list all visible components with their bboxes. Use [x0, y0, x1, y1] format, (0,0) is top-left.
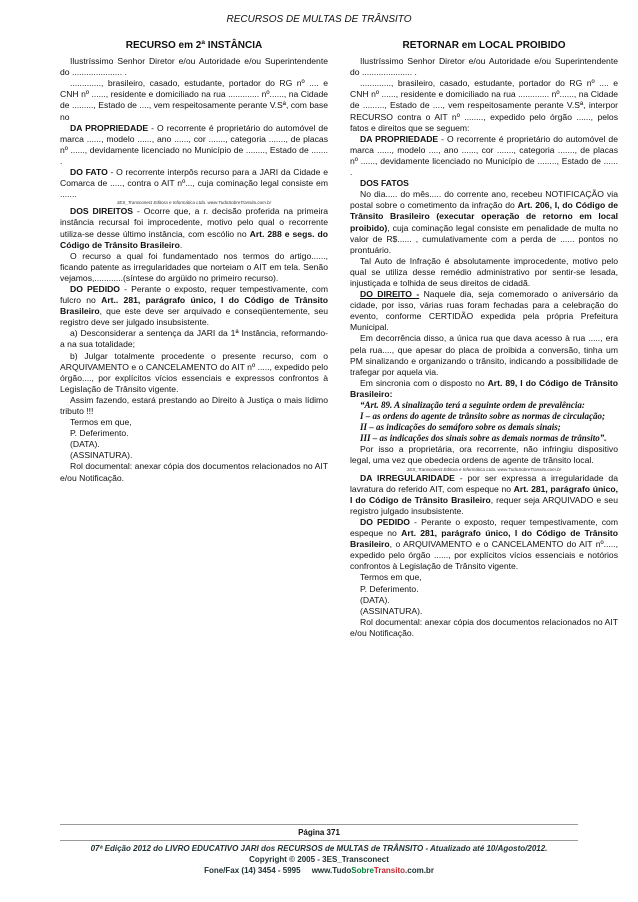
- closing-line: (DATA).: [360, 594, 390, 605]
- quote-line: I – as ordens do agente de trânsito sobre as normas de circulação;: [360, 411, 606, 422]
- left-title: RECURSO em 2ª INSTÂNCIA: [125, 40, 263, 51]
- page-header: RECURSOS DE MULTAS DE TRÂNSITO: [226, 14, 412, 25]
- right-title: RETORNAR em LOCAL PROIBIDO: [402, 40, 566, 51]
- paragraph: O recurso a qual foi fundamentado nos termos do artigo......, ficando patente as irregularidades que norteiam o AIT em tela. Senão vejamos,............(síntese do argüido no primeiro recurso).: [60, 250, 328, 283]
- footer-divider: [60, 824, 578, 825]
- paragraph: DO PEDIDO - Perante o exposto, requer tempestivamente, com espeque no Art. 281, parágrafo único, I do Código de Trânsito Brasileiro, o ARQUIVAMENTO e o CANCELAMENTO do AIT nº....., expedido pelo órgão ......, por explícitos vícios essenciais e notórios confrontos à Legislação de Trânsito vigente.: [350, 516, 619, 572]
- quote-line: II – as indicações do semáforo sobre os demais sinais;: [360, 422, 561, 433]
- edition-line: 07ª Edição 2012 do LIVRO EDUCATIVO JARI dos RECURSOS de MULTAS de TRÂNSITO - Atualizado até 10/Agosto/2012.: [90, 844, 548, 853]
- paragraph: ............., brasileiro, casado, estudante, portador do RG nº .... e CNH nº ......, residente e domiciliado na rua ............. nº......, na Cidade de ........., Estado de ...., vem respeitosamente perante V.Sª, com base no: [60, 78, 328, 122]
- paragraph: a) Desconsiderar a sentença da JARI da 1ª Instância, reformando-a na sua totalidade;: [60, 328, 328, 350]
- website-link[interactable]: www.TudoSobreTransito.com.br: [311, 866, 434, 875]
- paragraph: Ilustríssimo Senhor Diretor e/ou Autoridade e/ou Superintendente do ..................... .: [350, 56, 618, 78]
- closing-line: (DATA).: [70, 439, 100, 450]
- paragraph: DOS DIREITOS - Ocorre que, a r. decisão proferida na primeira instância recursal foi improcedente, motivo pelo qual o recorrente utiliza-se desse último instância, com escólio no Art. 288 e segs. do Código de Trânsito Brasileiro.: [60, 206, 328, 250]
- paragraph: DA PROPRIEDADE - O recorrente é proprietário do automóvel de marca ......, modelo ......, ano ......, cor ......., categoria ......., de placas nº ......, devidamente licenciado no Município de ........, Estado de ....... .: [60, 122, 328, 166]
- paragraph: No dia..... do mês..... do corrente ano, recebeu NOTIFICAÇÃO via postal sobre o cometimento da infração do Art. 206, I, do Código de Trânsito Brasileiro (executar operação de retorno em local proibido), cuja cominação legal consiste em penalidade de multa no valor de R$...... , cumulativamente com a perda de ...... pontos no prontuário.: [350, 189, 619, 255]
- closing-line: (ASSINATURA).: [360, 605, 423, 616]
- quote-line: III – as indicações dos sinais sobre as demais normas de trânsito”.: [360, 433, 607, 444]
- paragraph: Por isso a proprietária, ora recorrente, não infringiu dispositivo legal, uma vez que obedecia ordens de agente de trânsito local.: [350, 444, 618, 466]
- paragraph: ............., brasileiro, casado, estudante, portador do RG nº .... e CNH nº ......, residente e domiciliado na rua ............. nº......, na Cidade de ........., Estado de ...., vem respeitosamente perante V.Sª, interpor RECURSO contra o AIT nº ........, expedido pelo órgão ......, pelos fatos e direitos que se seguem:: [350, 78, 618, 133]
- paragraph: DA PROPRIEDADE - O recorrente é proprietário do automóvel de marca ......, modelo ...., ano ......, cor ......., categoria ......., de placas nº ......, devidamente licenciado no Município de ........, Estado de ...... .: [350, 133, 618, 178]
- paragraph: Assim fazendo, estará prestando ao Direito à Justiça o mais lídimo tributo !!!: [60, 394, 328, 416]
- paragraph: Tal Auto de Infração é absolutamente improcedente, motivo pelo qual se utiliza desse remédio administrativo por sentir-se lesada, injustiçada e tolhida de seus direitos de cidadã.: [350, 255, 618, 288]
- paragraph: DO DIREITO - Naquele dia, seja comemorado o aniversário da cidade, por isso, várias ruas foram fechadas para a celebração do evento, conforme CERTIDÃO expedida pela própria Prefeitura Municipal.: [350, 289, 618, 333]
- paragraph: Rol documental: anexar cópia dos documentos relacionados no AIT e/ou Notificação.: [350, 616, 618, 638]
- copyright-line: Copyright © 2005 - 3ES_Transconect: [249, 855, 389, 864]
- paragraph: DOS FATOS: [360, 178, 409, 189]
- paragraph: DA IRREGULARIDADE - por ser expressa a irregularidade da lavratura do referido AIT, com espeque no Art. 281, parágrafo único, I do Código de Trânsito Brasileiro, requer seja ARQUIVADO e seu registro julgado insubsistente.: [350, 472, 618, 516]
- quote-line: “Art. 89. A sinalização terá a seguinte ordem de prevalência:: [360, 400, 585, 410]
- closing-line: P. Deferimento.: [360, 583, 419, 594]
- closing-line: Termos em que,: [360, 572, 422, 583]
- paragraph: DO PEDIDO - Perante o exposto, requer tempestivamente, com fulcro no Art.. 281, parágrafo único, I do Código de Trânsito Brasileiro, que este deve ser arquivado e conseqüentemente, seu registro deve ser julgado insubsistente.: [60, 283, 328, 328]
- watermark: 3ES_Transconect Editora e Informática Ltda. www.TudoSobreTransito.com.br: [116, 200, 272, 206]
- footer-divider: [60, 840, 578, 841]
- closing-line: (ASSINATURA).: [70, 450, 133, 461]
- left-column: [60, 40, 328, 484]
- paragraph: DO FATO - O recorrente interpôs recurso para a JARI da Cidade e Comarca de ....., contra o AIT nº..., cuja cominação legal consiste em .......: [60, 167, 328, 200]
- phone-text: Fone/Fax (14) 3454 - 5995: [204, 866, 301, 875]
- watermark: 3ES_Transconect Editora e Informática Ltda. www.TudoSobreTransito.com.br: [406, 466, 562, 472]
- closing-line: Termos em que,: [70, 417, 132, 428]
- paragraph: Em sincronia com o disposto no Art. 89, I do Código de Trânsito Brasileiro:: [350, 377, 618, 399]
- page-number: Página 371: [298, 828, 340, 837]
- right-column: [350, 40, 618, 639]
- paragraph: Rol documental: anexar cópia dos documentos relacionados no AIT e/ou Notificação.: [60, 461, 328, 483]
- paragraph: Em decorrência disso, a única rua que dava acesso à rua ....., era pela rua...., que apesar do placa de proibida a conversão, tinha um PM sinalizando e organizando o trânsito, indicando a possibilidade de trafegar por aquela via.: [350, 333, 618, 377]
- contact-line: [0, 866, 638, 875]
- paragraph: Ilustríssimo Senhor Diretor e/ou Autoridade e/ou Superintendente do ..................... .: [60, 56, 328, 78]
- closing-line: P. Deferimento.: [70, 428, 129, 439]
- paragraph: b) Julgar totalmente procedente o presente recurso, com o ARQUIVAMENTO e o CANCELAMENTO do AIT nº ....., expedido pelo órgão...., por explícitos vícios essenciais e expressos confrontos à Legislação de Trânsito vigente.: [60, 350, 328, 394]
